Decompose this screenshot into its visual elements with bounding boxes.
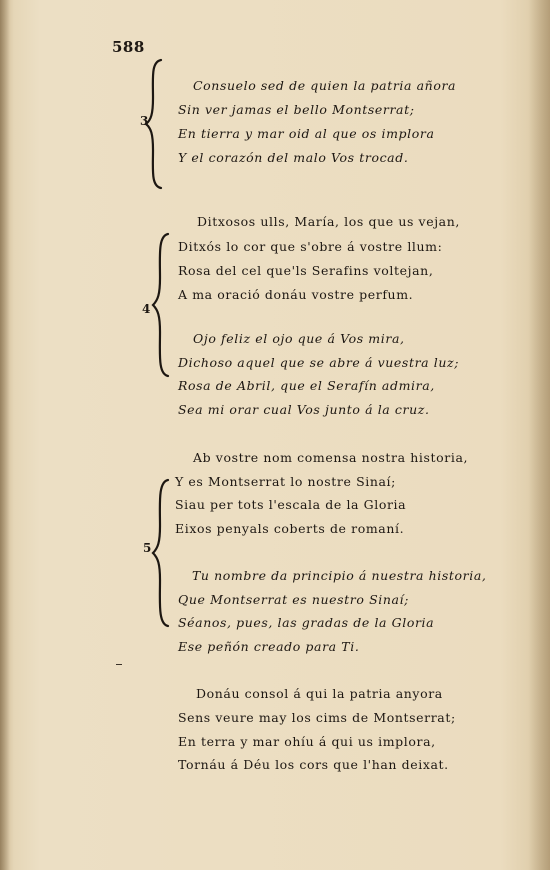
verse-line: En tierra y mar oid al que os implora (178, 126, 435, 141)
page-number: 588 (112, 38, 145, 56)
verse-line: Dichoso aquel que se abre á vuestra luz; (178, 355, 460, 370)
stanza-number: 4 (142, 302, 151, 316)
verse-line: Tu nombre da principio á nuestra historia, (192, 568, 487, 583)
verse-line: Sens veure may los cims de Montserrat; (178, 710, 456, 725)
verse-line: Consuelo sed de quien la patria añora (193, 78, 457, 93)
verse-line: Tornáu á Déu los cors que l'han deixat. (178, 757, 449, 772)
verse-line: Donáu consol á qui la patria anyora (196, 686, 443, 701)
verse-line: Sin ver jamas el bello Montserrat; (178, 102, 415, 117)
binding-shadow (0, 0, 10, 870)
verse-line: Ojo feliz el ojo que á Vos mira, (193, 331, 405, 346)
page-edge-shadow (528, 0, 550, 870)
verse-line: Ab vostre nom comensa nostra historia, (193, 450, 469, 465)
verse-line: Ese peñón creado para Ti. (178, 639, 360, 654)
stanza-5-brace (150, 478, 172, 628)
verse-line: Que Montserrat es nuestro Sinaí; (178, 592, 409, 607)
verse-line: Séanos, pues, las gradas de la Gloria (178, 615, 435, 630)
verse-line: Rosa del cel que'ls Serafins voltejan, (178, 263, 434, 278)
stanza-number: 3 (140, 114, 149, 128)
verse-line: Y es Montserrat lo nostre Sinaí; (175, 474, 396, 489)
verse-line: Eixos penyals coberts de romaní. (175, 521, 405, 536)
verse-line: Sea mi orar cual Vos junto á la cruz. (178, 402, 430, 417)
verse-line: Y el corazón del malo Vos trocad. (178, 150, 409, 165)
stanza-4-brace (150, 232, 172, 378)
verse-line: En terra y mar ohíu á qui us implora, (178, 734, 436, 749)
verse-line: Ditxós lo cor que s'obre á vostre llum: (178, 239, 443, 254)
stanza-number: 5 (143, 541, 152, 555)
margin-mark (116, 664, 122, 665)
verse-line: A ma oració donáu vostre perfum. (178, 287, 414, 302)
verse-line: Ditxosos ulls, María, los que us vejan, (197, 214, 460, 229)
verse-line: Rosa de Abril, que el Serafín admira, (178, 378, 435, 393)
verse-line: Siau per tots l'escala de la Gloria (175, 497, 407, 512)
